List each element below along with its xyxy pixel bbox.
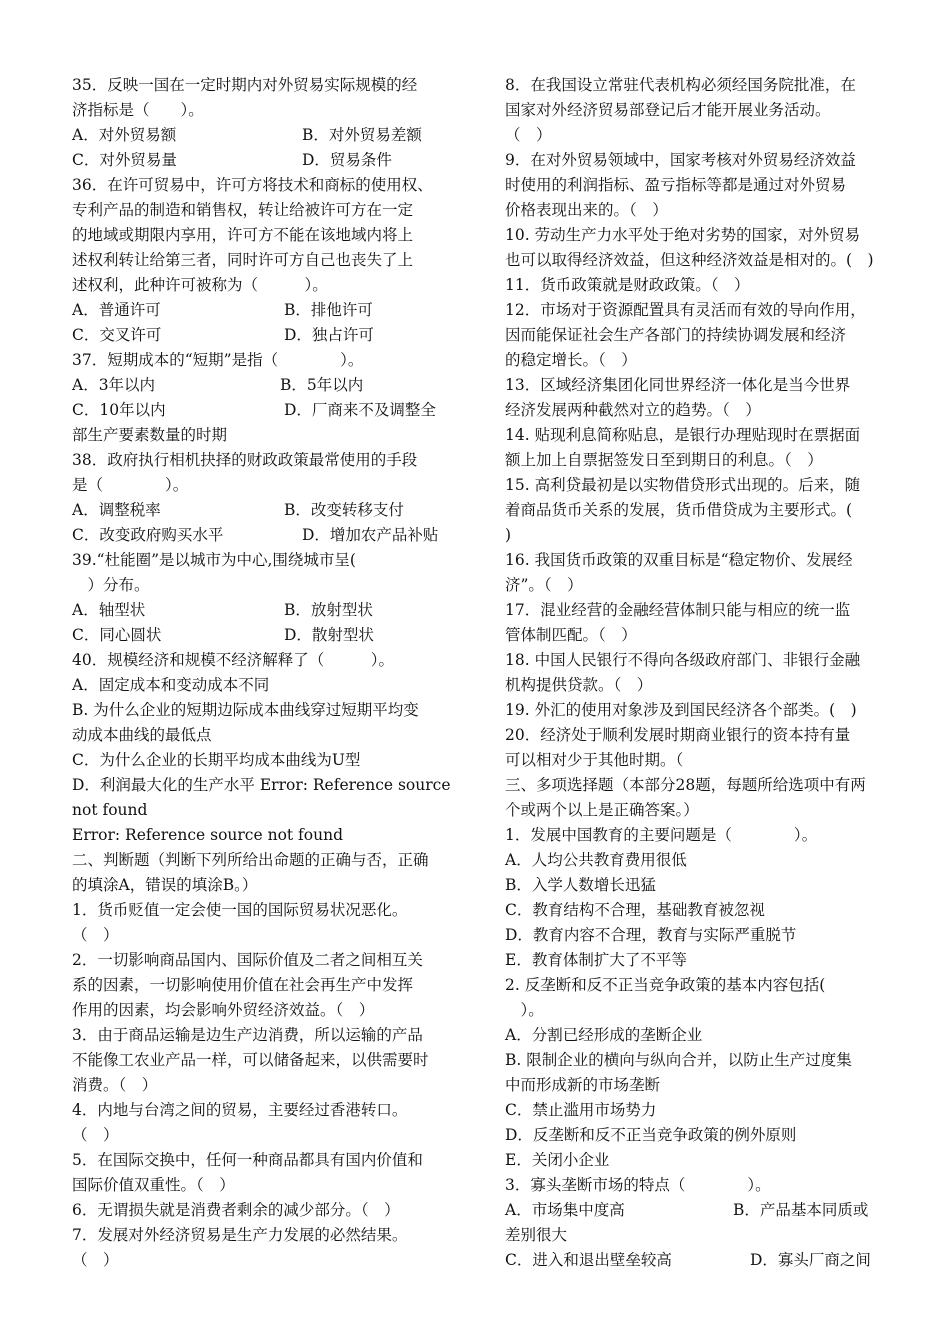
text-line: 10. 劳动生产力水平处于绝对劣势的国家，对外贸易 <box>505 226 861 244</box>
text-line: 3．寡头垄断市场的特点（ ）。 <box>505 1176 771 1194</box>
text-line: 2．一切影响商品国内、国际价值及二者之间相互关 <box>72 951 423 969</box>
text-line: B．入学人数增长迅猛 <box>505 876 656 894</box>
option-text: D．增加农产品补贴 <box>302 526 439 544</box>
text-line: D．反垄断和反不正当竞争政策的例外原则 <box>505 1126 797 1144</box>
option-text: C．对外贸易量 <box>72 151 177 169</box>
option-row <box>72 323 450 348</box>
text-line: 也可以取得经济效益，但这种经济效益是相对的。( ) <box>505 251 874 269</box>
text-line: 35．反映一国在一定时期内对外贸易实际规模的经 <box>72 76 418 94</box>
option-text: D．散射型状 <box>284 626 374 644</box>
text-line: 39.“杜能圈”是以城市为中心,围绕城市呈( <box>72 551 356 569</box>
text-line: 15. 高利贷最初是以实物借贷形式出现的。后来，随 <box>505 476 861 494</box>
option-text: A．3年以内 <box>72 376 156 394</box>
text-line: 国家对外经济贸易部登记后才能开展业务活动。 <box>505 101 831 119</box>
text-line: 因而能保证社会生产各部门的持续协调发展和经济 <box>505 326 847 344</box>
text-line: 个或两个以上是正确答案。） <box>505 801 699 819</box>
text-line: E．教育体制扩大了不平等 <box>505 951 687 969</box>
text-line: 不能像工农业产品一样，可以储备起来，以供需要时 <box>72 1051 429 1069</box>
text-line: 37．短期成本的“短期”是指（ ）。 <box>72 351 364 369</box>
text-line: 时使用的利润指标、盈亏指标等都是通过对外贸易 <box>505 176 847 194</box>
option-text: B．排他许可 <box>284 301 373 319</box>
option-row <box>72 398 450 423</box>
option-row <box>505 1198 883 1223</box>
option-text: C．进入和退出壁垒较高 <box>505 1251 672 1269</box>
text-line: Error: Reference source not found <box>72 826 344 844</box>
text-line: A．分割已经形成的垄断企业 <box>505 1026 703 1044</box>
right-column <box>505 73 883 1273</box>
text-line: 的填涂A，错误的填涂B。） <box>72 876 258 894</box>
text-line: （ ） <box>72 926 119 944</box>
text-line: （ ） <box>72 1251 119 1269</box>
text-line: 12．市场对于资源配置具有灵活而有效的导向作用， <box>505 301 866 319</box>
option-text: D．厂商来不及调整全 <box>284 401 436 419</box>
option-text: C．改变政府购买水平 <box>72 526 224 544</box>
option-row <box>72 598 450 623</box>
option-row <box>72 523 450 548</box>
text-line: 6．无谓损失就是消费者剩余的减少部分。（ ） <box>72 1201 400 1219</box>
text-line: 18. 中国人民银行不得向各级政府部门、非银行金融 <box>505 651 861 669</box>
text-line: E．关闭小企业 <box>505 1151 610 1169</box>
text-line: D．教育内容不合理，教育与实际严重脱节 <box>505 926 797 944</box>
text-line: B. 限制企业的横向与纵向合并，以防止生产过度集 <box>505 1051 852 1069</box>
option-text: B．5年以内 <box>280 376 364 394</box>
text-line: B. 为什么企业的短期边际成本曲线穿过短期平均变 <box>72 701 419 719</box>
text-line: A．固定成本和变动成本不同 <box>72 676 270 694</box>
text-line: C．禁止滥用市场势力 <box>505 1101 657 1119</box>
option-text: B．放射型状 <box>284 601 373 619</box>
text-line: 作用的因素，均会影响外贸经济效益。（ ） <box>72 1001 375 1019</box>
text-line: 经济发展两种截然对立的趋势。（ ） <box>505 401 761 419</box>
option-text: D．独占许可 <box>284 326 374 344</box>
text-line: 中而形成新的市场垄断 <box>505 1076 661 1094</box>
text-line: 8．在我国设立常驻代表机构必须经国务院批准，在 <box>505 76 856 94</box>
text-line: 是（ ）。 <box>72 476 189 494</box>
text-line: 三、多项选择题（本部分28题，每题所给选项中有两 <box>505 776 866 794</box>
text-line: （ ） <box>505 126 552 144</box>
text-line: 1．货币贬值一定会使一国的国际贸易状况恶化。 <box>72 901 408 919</box>
text-line: 14. 贴现利息简称贴息，是银行办理贴现时在票据面 <box>505 426 861 444</box>
left-column <box>72 73 450 1273</box>
text-line: 5．在国际交换中，任何一种商品都具有国内价值和 <box>72 1151 423 1169</box>
text-line: ）。 <box>505 1001 544 1019</box>
text-line: 19. 外汇的使用对象涉及到国民经济各个部类。( ) <box>505 701 857 719</box>
option-row <box>72 373 450 398</box>
text-line: 4．内地与台湾之间的贸易，主要经过香港转口。 <box>72 1101 408 1119</box>
text-line: 国际价值双重性。（ ） <box>72 1176 235 1194</box>
text-line: 动成本曲线的最低点 <box>72 726 212 744</box>
option-text: A．普通许可 <box>72 301 161 319</box>
text-line: C．教育结构不合理，基础教育被忽视 <box>505 901 765 919</box>
option-row <box>72 148 450 173</box>
option-text: D．贸易条件 <box>302 151 392 169</box>
option-row <box>72 123 450 148</box>
text-line: 价格表现出来的。（ ） <box>505 201 668 219</box>
option-text: C．同心圆状 <box>72 626 162 644</box>
text-line: ）分布。 <box>72 576 150 594</box>
text-line: A．人均公共教育费用很低 <box>505 851 687 869</box>
text-line: 差别很大 <box>505 1226 568 1244</box>
option-row <box>72 623 450 648</box>
text-line: 2. 反垄断和反不正当竞争政策的基本内容包括( <box>505 976 826 994</box>
option-text: A．轴型状 <box>72 601 146 619</box>
option-row <box>505 1248 883 1273</box>
text-line: ) <box>505 526 512 544</box>
text-line: 二、判断题（判断下列所给出命题的正确与否，正确 <box>72 851 429 869</box>
text-line: 的稳定增长。（ ） <box>505 351 637 369</box>
text-line: 述权利，此种许可被称为（ ）。 <box>72 276 328 294</box>
text-line: 可以相对少于其他时期。（ <box>505 751 684 769</box>
text-line: 38．政府执行相机抉择的财政政策最常使用的手段 <box>72 451 418 469</box>
text-line: 消费。（ ） <box>72 1076 158 1094</box>
option-row <box>72 498 450 523</box>
option-text: C．10年以内 <box>72 401 166 419</box>
text-line: 额上加上自票据签发日至到期日的利息。（ ） <box>505 451 823 469</box>
option-text: D．寡头厂商之间 <box>750 1251 871 1269</box>
text-line: 1．发展中国教育的主要问题是（ ）。 <box>505 826 818 844</box>
text-line: 管体制匹配。（ ） <box>505 626 637 644</box>
text-line: 济指标是（ ）。 <box>72 101 204 119</box>
text-line: 专利产品的制造和销售权，转让给被许可方在一定 <box>72 201 414 219</box>
option-row <box>72 298 450 323</box>
option-text: C．交叉许可 <box>72 326 162 344</box>
text-line: 着商品货币关系的发展，货币借贷成为主要形式。( <box>505 501 853 519</box>
text-line: 17．混业经营的金融经营体制只能与相应的统一监 <box>505 601 851 619</box>
text-line: 11．货币政策就是财政政策。（ ） <box>505 276 750 294</box>
text-line: 的地域或期限内享用，许可方不能在该地域内将上 <box>72 226 414 244</box>
text-line: 9．在对外贸易领域中，国家考核对外贸易经济效益 <box>505 151 856 169</box>
text-line: 13．区域经济集团化同世界经济一体化是当今世界 <box>505 376 851 394</box>
option-text: A．调整税率 <box>72 501 161 519</box>
text-line: 系的因素，一切影响使用价值在社会再生产中发挥 <box>72 976 414 994</box>
text-line: 20．经济处于顺利发展时期商业银行的资本持有量 <box>505 726 851 744</box>
text-line: 机构提供贷款。（ ） <box>505 676 653 694</box>
text-line: C．为什么企业的长期平均成本曲线为U型 <box>72 751 361 769</box>
text-line: 述权利转让给第三者，同时许可方自己也丧失了上 <box>72 251 414 269</box>
text-line: 3．由于商品运输是边生产边消费，所以运输的产品 <box>72 1026 423 1044</box>
option-text: B．改变转移支付 <box>284 501 404 519</box>
option-text: B．对外贸易差额 <box>302 126 422 144</box>
text-line: not found <box>72 801 148 819</box>
text-line: （ ） <box>72 1126 119 1144</box>
text-line: 济”。（ ） <box>505 576 583 594</box>
option-text: A．市场集中度高 <box>505 1201 625 1219</box>
option-text: B．产品基本同质或 <box>733 1201 869 1219</box>
text-line: 16. 我国货币政策的双重目标是“稳定物价、发展经 <box>505 551 853 569</box>
text-line: 部生产要素数量的时期 <box>72 426 228 444</box>
text-line: 7．发展对外经济贸易是生产力发展的必然结果。 <box>72 1226 408 1244</box>
text-line: 36．在许可贸易中，许可方将技术和商标的使用权、 <box>72 176 433 194</box>
text-line: 40．规模经济和规模不经济解释了（ ）。 <box>72 651 394 669</box>
option-text: A．对外贸易额 <box>72 126 177 144</box>
text-line: D．利润最大化的生产水平 Error: Reference source <box>72 776 451 794</box>
